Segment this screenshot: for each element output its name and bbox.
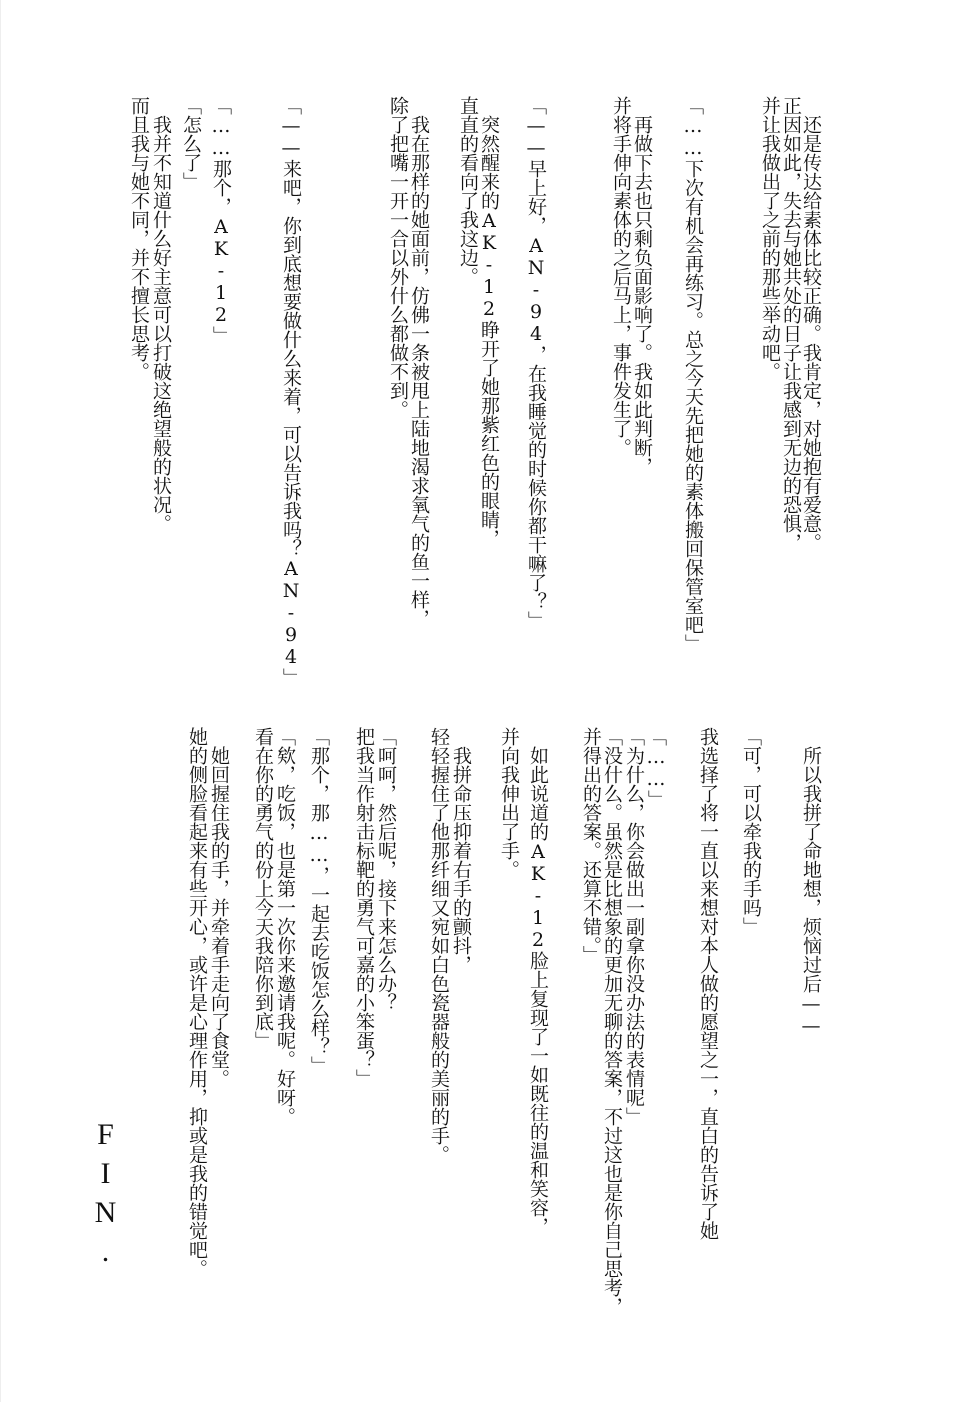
text-column: 如此说道的AK-12脸上复现了一如既往的温和笑容， [527,727,549,1236]
text-column: 直直的看向了我这边。 [457,96,479,286]
text-column: 看在你的勇气的份上今天我陪你到底」 [252,727,274,1050]
text-column: 还是传达给素体比较正确。我肯定，对她抱有爱意。 [800,96,822,552]
text-column: 并让我做出了之前的那些举动吧。 [759,96,781,381]
text-column: 突然醒来的AK-12睁开了她那紫红色的眼睛， [478,96,500,548]
text-column: 正因如此，失去与她共处的日子让我感到无边的恐惧， [780,96,802,552]
text-column: 「——来吧，你到底想要做什么来着，可以告诉我吗？AN-94」 [280,96,302,687]
text-column: 「怎么了」 [180,96,202,191]
text-column: 再做下去也只剩负面影响了。我如此判断， [631,96,653,476]
text-column: 她的侧脸看起来有些开心，或许是心理作用，抑或是我的错觉吧。 [186,727,208,1278]
text-column: 「……」 [645,727,667,809]
text-column: 「欸，吃饭，也是第一次你来邀请我呢。好呀。 [274,727,296,1126]
text-column: 我选择了将一直以来想对本人做的愿望之一，直白的告诉了她 [697,727,719,1240]
text-column: 「……那个，AK-12」 [210,96,232,345]
text-column: 而且我与她不同，并不擅长思考。 [128,96,150,381]
text-column: 并得出的答案。还算不错。」 [580,727,602,965]
text-column: 除了把嘴一开一合以外什么都做不到。 [387,96,409,419]
text-column: 「……下次有机会再练习。总之今天先把她的素体搬回保管室吧」 [682,96,704,653]
text-column: 「可，可以牵我的手吗」 [740,727,762,936]
text-column: 「没什么。虽然是比想象的更加无聊的答案，不过这也是你自己思考， [601,727,623,1316]
text-column: 她回握住我的手，并牵着手走向了食堂。 [208,727,230,1088]
text-column: 「——早上好，AN-94，在我睡觉的时候你都干嘛了？」 [525,96,547,630]
text-column: 并将手伸向素体的之后马上，事件发生了。 [610,96,632,457]
text-column: 「呵呵，然后呢，接下来怎么办？ [375,727,397,1012]
text-column: 把我当作射击标靶的勇气可嘉的小笨蛋？」 [353,727,375,1088]
page-edge [0,0,1,1402]
text-column: 我拼命压抑着右手的颤抖， [450,727,472,974]
text-column: 所以我拼了命地想，烦恼过后—— [800,727,822,1037]
text-column: 我在那样的她面前，仿佛一条被甩上陆地渴求氧气的鱼一样， [408,96,430,628]
text-column: 「为什么，你会做出一副拿你没办法的表情呢」 [623,727,645,1126]
end-mark: FIN. [89,1118,122,1274]
text-column: 我并不知道什么好主意可以打破这绝望般的状况。 [150,96,172,533]
text-column: 轻轻握住了他那纤细又宛如白色瓷器般的美丽的手。 [428,727,450,1164]
text-column: 并向我伸出了手。 [498,727,520,879]
text-column: 「那个，那……，一起去吃饭怎么样？」 [308,727,330,1075]
